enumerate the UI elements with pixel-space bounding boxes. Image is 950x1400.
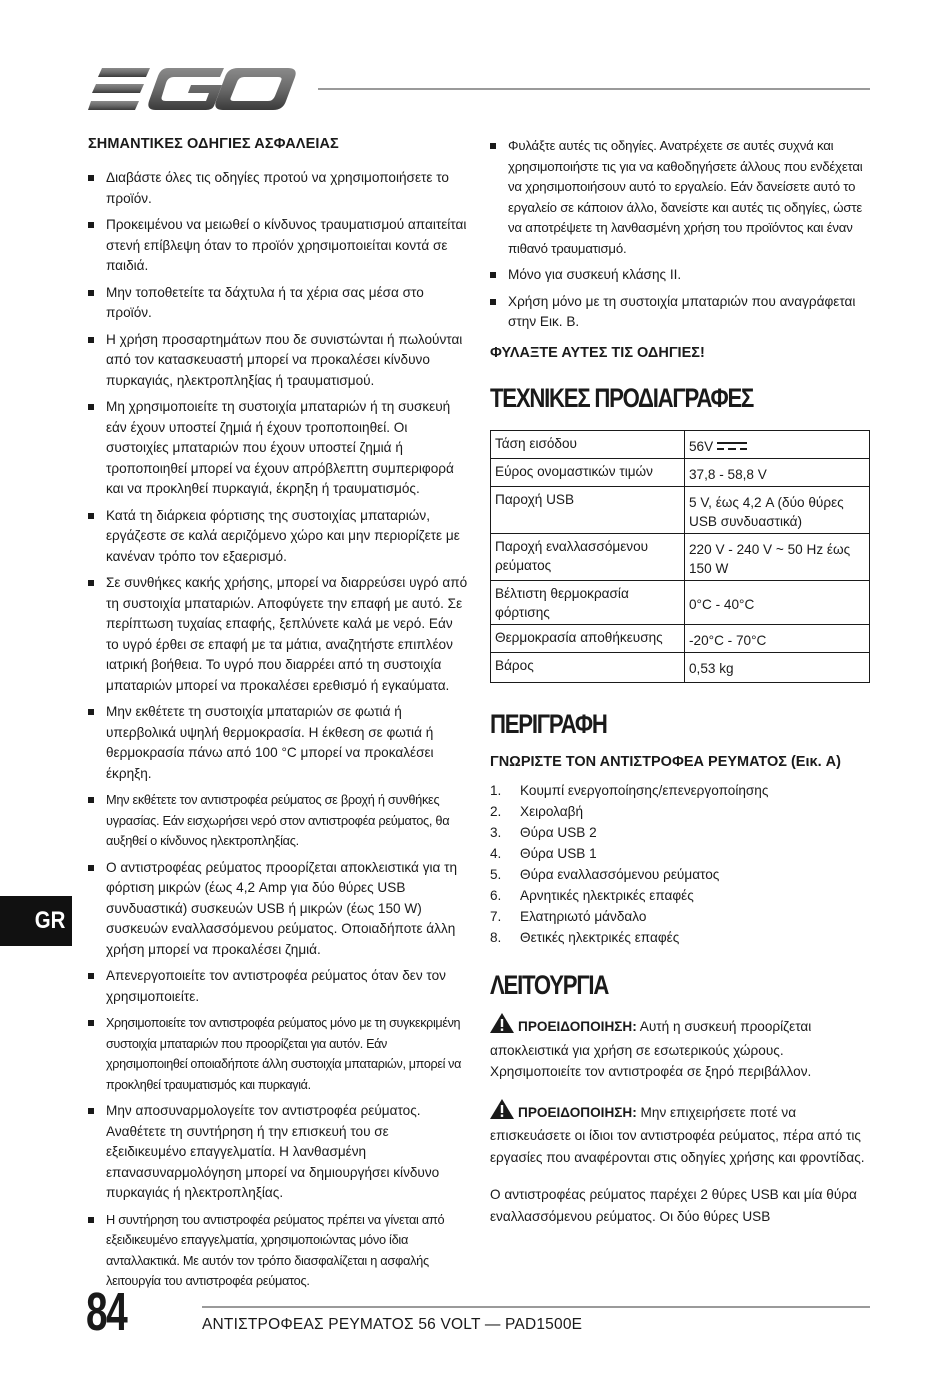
list-item-text: Χρησιμοποιείτε τον αντιστροφέα ρεύματος μόνο με τη συγκεκριμένη συστοιχία μπαταριών που προορίζεται για αυτόν. Εάν χρησιμοποιηθεί οποιαδήποτε άλλη συστοιχία μπαταριών, μπορεί να προκληθεί τραυματισμός και πυρκαγιά. (106, 1016, 462, 1092)
list-item (88, 1013, 468, 1095)
list-item (88, 702, 468, 784)
spec-key: Βέλτιστη θερμοκρασία φόρτισης (491, 581, 685, 625)
spec-value: 5 V, έως 4,2 A (δύο θύρες USB συνδυαστικά) (685, 487, 870, 534)
list-item-text: Φυλάξτε αυτές τις οδηγίες. Ανατρέχετε σε αυτές συχνά και χρησιμοποιήστε τις για να καθοδηγήσετε άλλους που ενδέχεται να χρησιμοποιήσουν αυτό το εργαλείο. Εάν δανείσετε αυτό το εργαλείο σε κάποιον άλλο, δανείστε και αυτές τις οδηγίες, ώστε να αποτρέψετε τη λανθασμένη χρήση του προϊόντος και έναν πιθανό τραυματισμό. (508, 138, 863, 256)
operation-paragraph: Ο αντιστροφέας ρεύματος παρέχει 2 θύρες USB και μία θύρα εναλλασσόμενου ρεύματος. Οι δύο θύρες USB (490, 1187, 857, 1224)
list-item (490, 843, 870, 864)
language-tab-label: GR (34, 907, 66, 934)
list-item (490, 885, 870, 906)
list-item (490, 801, 870, 822)
list-item (490, 864, 870, 885)
bullet-square-icon (88, 337, 94, 343)
table-row (491, 581, 870, 625)
spec-value: -20°C - 70°C (685, 625, 870, 653)
footer-rule (202, 1306, 870, 1308)
parts-list (490, 780, 870, 948)
bullet-square-icon (88, 865, 94, 871)
warning-block (490, 1013, 870, 1083)
spec-key: Βάρος (491, 653, 685, 683)
list-item (88, 1101, 468, 1204)
bullet-square-icon (88, 580, 94, 586)
bullet-square-icon (490, 143, 496, 149)
language-tab (0, 896, 72, 946)
ego-logo (88, 66, 298, 112)
list-item-text: Χρήση μόνο με τη συστοιχία μπαταριών που αναγράφεται στην Εικ. Β. (508, 293, 856, 329)
specifications-heading: ΤΕΧΝΙΚΕΣ ΠΡΟΔΙΑΓΡΑΦΕΣ (490, 382, 754, 413)
list-item-text: Μην τοποθετείτε τα δάχτυλα ή τα χέρια σας μέσα στο προϊόν. (106, 284, 424, 320)
list-item (490, 780, 870, 801)
list-item (88, 506, 468, 568)
bullet-square-icon (88, 709, 94, 715)
warning-block (490, 1099, 870, 1169)
part-label: Θύρα USB 2 (520, 825, 597, 841)
list-item-text: Μην αποσυναρμολογείτε τον αντιστροφέα ρεύματος. Αναθέτετε τη συντήρηση ή την επισκευή του σε εξειδικευμένο επαγγελματία. Η λανθασμένη επανασυναρμολόγηση μπορεί να δημιουργήσει κίνδυνο πυρκαγιάς ή ηλεκτροπληξίας. (106, 1103, 440, 1200)
list-item-text: Η χρήση προσαρτημάτων που δε συνιστώνται ή πωλούνται από τον κατασκευαστή μπορεί να προκαλέσει κίνδυνο πυρκαγιάς, ηλεκτροπληξίας ή τραυματισμού. (106, 331, 463, 388)
list-item (88, 168, 468, 209)
dc-symbol-icon (717, 437, 747, 456)
safety-instructions-title: ΣΗΜΑΝΤΙΚΕΣ ΟΔΗΓΙΕΣ ΑΣΦΑΛΕΙΑΣ (88, 136, 339, 152)
save-instructions-note: ΦΥΛΑΞΤΕ ΑΥΤΕΣ ΤΙΣ ΟΔΗΓΙΕΣ! (490, 344, 705, 361)
bullet-square-icon (88, 404, 94, 410)
list-item (88, 966, 468, 1007)
list-item (88, 858, 468, 961)
ego-logo-graphic (88, 66, 298, 112)
bullet-square-icon (88, 1217, 94, 1223)
bullet-square-icon (88, 290, 94, 296)
operation-heading: ΛΕΙΤΟΥΡΓΙΑ (490, 970, 609, 1001)
list-item-text: Η συντήρηση του αντιστροφέα ρεύματος πρέπει να γίνεται από εξειδικευμένο επαγγελματία, χρησιμοποιώντας μόνο ίδια ανταλλακτικά. Με αυτόν τον τρόπο διασφαλίζεται η ασφαλής λειτουργία του αντιστροφέα ρεύματος. (106, 1211, 445, 1288)
spec-value: 0°C - 40°C (685, 581, 870, 625)
list-item-text: Σε συνθήκες κακής χρήσης, μπορεί να διαρρεύσει υγρό από τη συστοιχία μπαταριών. Αποφύγετε την επαφή με αυτό. Σε περίπτωση τυχαίας επαφής, ξεπλύνετε καλά με νερό. Εάν το υγρό έρθει σε επαφή με τα μάτια, αναζητήστε επιπλέον ιατρική βοήθεια. Το υγρό που διαρρέει από τη συστοιχία μπαταριών μπορεί να προκαλέσει ερεθισμό ή εγκαύματα. (106, 575, 468, 693)
table-row (491, 487, 870, 534)
part-number: 2. (490, 804, 502, 820)
spec-value-text: 56V (689, 438, 714, 454)
spec-value: 220 V - 240 V ~ 50 Hz έως 150 W (685, 534, 870, 581)
part-label: Ελατηριωτό μάνδαλο (520, 909, 647, 925)
list-item (88, 397, 468, 500)
header-rule (318, 88, 870, 90)
list-item-text: Μην εκθέτετε τον αντιστροφέα ρεύματος σε βροχή ή συνθήκες υγρασίας. Εάν εισχωρήσει νερό στον αντιστροφέα ρεύματος, θα αυξηθεί ο κίνδυνος ηλεκτροπληξίας. (106, 792, 450, 848)
part-label: Θύρα εναλλασσόμενου ρεύματος (520, 867, 720, 883)
list-item (88, 283, 468, 324)
bullet-square-icon (490, 299, 496, 305)
spec-key: Παροχή εναλλασσόμενου ρεύματος (491, 534, 685, 581)
list-item (88, 790, 468, 852)
left-column (88, 136, 468, 1298)
keep-instructions-list (490, 136, 870, 333)
list-item (88, 330, 468, 392)
list-item-text: Μόνο για συσκευή κλάσης II. (508, 267, 682, 282)
bullet-square-icon (88, 175, 94, 181)
list-item (490, 292, 870, 333)
part-number: 6. (490, 888, 502, 904)
spec-key: Παροχή USB (491, 487, 685, 534)
warning-label: ΠΡΟΕΙΔΟΠΟΙΗΣΗ: (518, 1019, 637, 1035)
list-item-text: Απενεργοποιείτε τον αντιστροφέα ρεύματος όταν δεν τον χρησιμοποιείτε. (106, 968, 446, 1004)
right-column (490, 136, 870, 1227)
part-number: 7. (490, 909, 502, 925)
warning-triangle-icon (490, 1013, 514, 1040)
description-heading: ΠΕΡΙΓΡΑΦΗ (490, 709, 607, 740)
bullet-square-icon (490, 272, 496, 278)
spec-value (685, 430, 870, 459)
spec-key: Θερμοκρασία αποθήκευσης (491, 625, 685, 653)
list-item (88, 573, 468, 696)
spec-value: 0,53 kg (685, 653, 870, 683)
part-number: 5. (490, 867, 502, 883)
warning-triangle-icon (490, 1099, 514, 1126)
bullet-square-icon (88, 513, 94, 519)
warning-text: Αυτή η συσκευή προορίζεται αποκλειστικά για χρήση σε εσωτερικούς χώρους. Χρησιμοποιείτε τον αντιστροφέα σε ξηρό περιβάλλον. (490, 1019, 812, 1080)
part-label: Χειρολαβή (520, 804, 584, 820)
part-label: Θύρα USB 1 (520, 846, 597, 862)
spec-value: 37,8 - 58,8 V (685, 459, 870, 487)
list-item (490, 136, 870, 259)
part-number: 4. (490, 846, 502, 862)
know-your-inverter-subtitle: ΓΝΩΡΙΣΤΕ ΤΟΝ ΑΝΤΙΣΤΡΟΦΕΑ ΡΕΥΜΑΤΟΣ (Εικ. A) (490, 754, 841, 771)
part-number: 8. (490, 930, 502, 946)
table-row (491, 534, 870, 581)
list-item (88, 215, 468, 277)
warning-label: ΠΡΟΕΙΔΟΠΟΙΗΣΗ: (518, 1104, 637, 1120)
table-row (491, 625, 870, 653)
part-label: Κουμπί ενεργοποίησης/επενεργοποίησης (520, 783, 769, 799)
table-row (491, 459, 870, 487)
bullet-square-icon (88, 222, 94, 228)
list-item (490, 906, 870, 927)
spec-key: Εύρος ονομαστικών τιμών (491, 459, 685, 487)
list-item-text: Διαβάστε όλες τις οδηγίες προτού να χρησιμοποιήσετε το προϊόν. (106, 170, 449, 206)
bullet-square-icon (88, 1108, 94, 1114)
list-item (490, 265, 870, 286)
safety-list (88, 168, 468, 1292)
list-item-text: Προκειμένου να μειωθεί ο κίνδυνος τραυματισμού απαιτείται στενή επίβλεψη όταν το προϊόν χρησιμοποιείται κοντά σε παιδιά. (106, 217, 467, 273)
list-item-text: Μη χρησιμοποιείτε τη συστοιχία μπαταριών ή τη συσκευή εάν έχουν υποστεί ζημιά ή έχουν τροποποιηθεί. Οι συστοιχίες μπαταριών που έχουν υποστεί ζημιά ή τροποποιηθεί μπορεί να έχουν απρόβλεπτη συμπεριφορά και να προκληθεί πυρκαγιά, έκρηξη ή τραυματισμός. (106, 399, 454, 496)
list-item-text: Ο αντιστροφέας ρεύματος προορίζεται αποκλειστικά για τη φόρτιση μικρών (έως 4,2 Amp για δύο θύρες USB συνδυαστικά) συσκευών USB ή μικρών (έως 150 W) συσκευών εναλλασσόμενου ρεύματος. Οποιαδήποτε άλλη χρήση μπορεί να προκαλέσει ζημιά. (106, 859, 458, 957)
list-item-text: Μην εκθέτετε τη συστοιχία μπαταριών σε φωτιά ή υπερβολικά υψηλή θερμοκρασία. Η έκθεση σε φωτιά ή θερμοκρασία πάνω από 100 °C μπορεί να προκαλέσει έκρηξη. (106, 704, 434, 781)
spec-key: Τάση εισόδου (491, 430, 685, 459)
page-number: 84 (86, 1282, 127, 1342)
list-item-text: Κατά τη διάρκεια φόρτισης της συστοιχίας μπαταριών, εργάζεστε σε καλά αεριζόμενο χώρο και μην περιορίζετε με κανέναν τρόπο τον εξαερισμό. (106, 507, 460, 564)
specifications-table (490, 430, 870, 684)
list-item (490, 927, 870, 948)
bullet-square-icon (88, 797, 94, 803)
part-number: 3. (490, 825, 502, 841)
bullet-square-icon (88, 973, 94, 979)
list-item (88, 1210, 468, 1292)
warning-text: Μην επιχειρήσετε ποτέ να επισκευάσετε οι ίδιοι τον αντιστροφέα ρεύματος, πέρα από τις εργασίες που αναφέρονται στις οδηγίες χρήσης και φροντίδας. (490, 1104, 865, 1165)
footer-title: ΑΝΤΙΣΤΡΟΦΕΑΣ ΡΕΥΜΑΤΟΣ 56 VOLT — PAD1500E (202, 1316, 583, 1333)
table-row (491, 430, 870, 459)
part-label: Θετικές ηλεκτρικές επαφές (520, 930, 680, 946)
part-number: 1. (490, 783, 502, 799)
bullet-square-icon (88, 1020, 94, 1026)
table-row (491, 653, 870, 683)
part-label: Αρνητικές ηλεκτρικές επαφές (520, 888, 694, 904)
list-item (490, 822, 870, 843)
